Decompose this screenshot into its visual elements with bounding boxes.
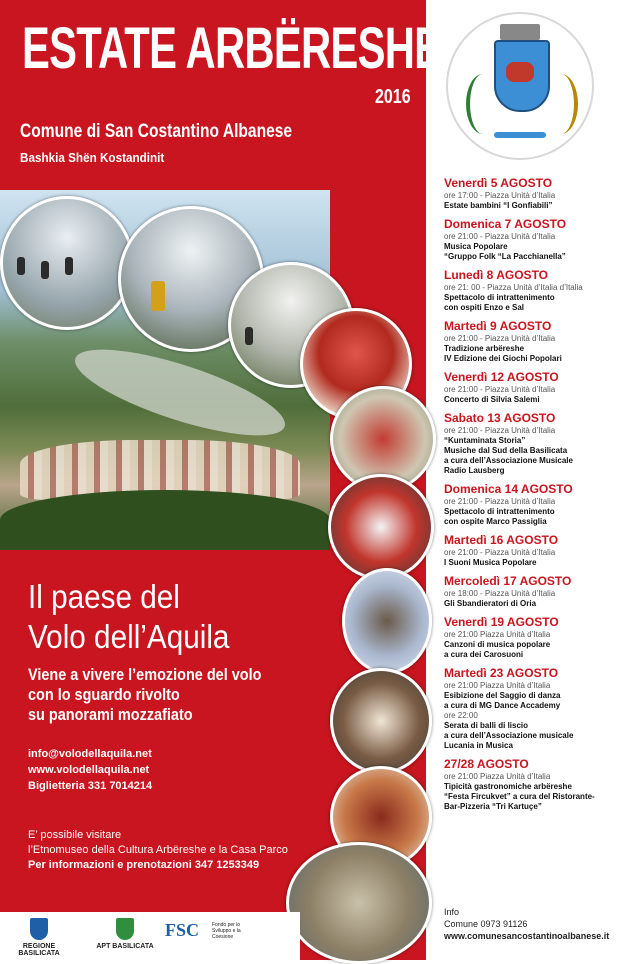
photo-bubble-group xyxy=(328,474,434,580)
event-time: ore 21:00 Piazza Unità d’Italia xyxy=(444,681,551,690)
event-description: Canzoni di musica popolare xyxy=(444,640,551,649)
event-time: ore 21:00 - Piazza Unità d’Italia xyxy=(444,334,556,343)
event-item xyxy=(444,319,634,364)
apt-shield-icon xyxy=(116,918,134,940)
event-item xyxy=(444,574,634,609)
event-date: Mercoledì 17 AGOSTO xyxy=(444,574,572,588)
events-list xyxy=(444,176,634,818)
contact-block xyxy=(28,746,152,794)
comune-subtitle: Comune di San Costantino Albanese xyxy=(20,121,293,142)
event-description: Musiche dal Sud della Basilicata xyxy=(444,446,568,455)
event-description: Bar-Pizzeria “Tri Kartuçe” xyxy=(444,802,542,811)
person-figure xyxy=(41,261,49,279)
info-block: Info Comune 0973 91126 www.comunesancostantinoalbanese.it xyxy=(444,906,639,942)
event-description: I Suoni Musica Popolare xyxy=(444,558,537,567)
event-description: Musica Popolare xyxy=(444,242,508,251)
event-time: ore 21:00 - Piazza Unità d’Italia xyxy=(444,548,556,557)
event-description: IV Edizione dei Giochi Popolari xyxy=(444,354,562,363)
event-item xyxy=(444,615,634,660)
event-item xyxy=(444,411,634,476)
apt-logo: APT BASILICATA xyxy=(96,918,154,950)
event-time: ore 21:00 - Piazza Unità d’Italia xyxy=(444,497,556,506)
event-time: ore 21: 00 - Piazza Unità d’Italia d’Italia xyxy=(444,283,583,292)
visit-block: E’ possibile visitare l’Etnomuseo della Cultura Arbëreshe e la Casa Parco Per informazioni e prenotazioni 347 1253349 xyxy=(28,829,288,871)
info-website-link[interactable]: www.comunesancostantinoalbanese.it xyxy=(444,931,610,941)
event-time: ore 21:00 Piazza Unità d’Italia xyxy=(444,630,551,639)
event-date: Martedì 23 AGOSTO xyxy=(444,666,559,680)
event-item xyxy=(444,482,634,527)
event-date: Sabato 13 AGOSTO xyxy=(444,411,556,425)
event-date: Martedì 16 AGOSTO xyxy=(444,533,559,547)
event-date: Lunedì 8 AGOSTO xyxy=(444,268,549,282)
regione-shield-icon xyxy=(30,918,48,940)
event-time: ore 21:00 - Piazza Unità d’Italia xyxy=(444,426,556,435)
photo-bubble-mask xyxy=(342,568,432,674)
sponsor-logos xyxy=(0,912,300,960)
crown-tower-icon xyxy=(500,24,540,40)
event-description: Esibizione del Saggio di danza xyxy=(444,691,561,700)
person-figure xyxy=(65,257,73,275)
event-description: “Festa Fircukvet” a cura del Ristorante- xyxy=(444,792,595,801)
regione-logo: REGIONE BASILICATA xyxy=(10,918,68,957)
event-description: Tradizione arbëreshe xyxy=(444,344,525,353)
ribbon-icon xyxy=(494,132,546,138)
event-description: Gli Sbandieratori di Oria xyxy=(444,599,537,608)
slogan-line-2: Volo dell’Aquila xyxy=(28,618,230,655)
event-description: con ospiti Enzo e Sal xyxy=(444,303,525,312)
event-time: ore 21:00 - Piazza Unità d’Italia xyxy=(444,385,556,394)
year-label: 2016 xyxy=(375,86,411,108)
person-figure xyxy=(245,327,253,345)
event-description: ore 22:00 xyxy=(444,711,478,720)
event-description: Spettacolo di intrattenimento xyxy=(444,507,555,516)
photo-bubble-flight-1 xyxy=(0,196,134,330)
event-description: con ospite Marco Passiglia xyxy=(444,517,547,526)
event-description: Radio Lausberg xyxy=(444,466,505,475)
photo-bubble-craft xyxy=(330,668,432,774)
event-description: a cura dell’Associazione Musicale xyxy=(444,456,573,465)
email-link[interactable]: info@volodellaquila.net xyxy=(28,748,152,760)
info-phone: Comune 0973 91126 xyxy=(444,919,528,929)
fsc-logo: FSC xyxy=(164,920,199,940)
event-description: a cura dei Carosuoni xyxy=(444,650,524,659)
event-description: Serata di balli di liscio xyxy=(444,721,529,730)
fsc-subtitle: Fondo per lo Sviluppo e la Coesione xyxy=(212,922,241,940)
event-description: Estate bambini “I Gonfiabili” xyxy=(444,201,553,210)
bashkia-subtitle: Bashkia Shën Kostandinit xyxy=(20,150,165,165)
event-date: Domenica 14 AGOSTO xyxy=(444,482,573,496)
event-date: 27/28 AGOSTO xyxy=(444,757,529,771)
event-description: Concerto di Silvia Salemi xyxy=(444,395,540,404)
trees-shape xyxy=(0,490,330,550)
event-item xyxy=(444,666,634,751)
event-item xyxy=(444,268,634,313)
event-date: Venerdì 12 AGOSTO xyxy=(444,370,559,384)
event-date: Martedì 9 AGOSTO xyxy=(444,319,552,333)
event-description: Tipicità gastronomiche arbëreshe xyxy=(444,782,572,791)
event-item xyxy=(444,217,634,262)
event-description: Spettacolo di intrattenimento xyxy=(444,293,555,302)
horseman-icon xyxy=(506,62,534,82)
event-date: Venerdì 5 AGOSTO xyxy=(444,176,553,190)
photo-bubble-fresco xyxy=(286,842,432,964)
event-description: a cura dell’Associazione musicale xyxy=(444,731,574,740)
event-item xyxy=(444,176,634,211)
person-figure xyxy=(17,257,25,275)
event-time: ore 21:00 - Piazza Unità d’Italia xyxy=(444,232,556,241)
event-time: ore 21:00 Piazza Unità d’Italia xyxy=(444,772,551,781)
event-date: Venerdì 19 AGOSTO xyxy=(444,615,559,629)
website-link[interactable]: www.volodellaquila.net xyxy=(28,764,150,776)
event-description: “Gruppo Folk “La Pacchianella” xyxy=(444,252,566,261)
event-description: “Kuntaminata Storia” xyxy=(444,436,526,445)
page-title: ESTATE ARBËRESHE xyxy=(22,16,442,81)
event-item xyxy=(444,757,634,812)
tickets-phone: Biglietteria 331 7014214 xyxy=(28,780,153,792)
event-item xyxy=(444,533,634,568)
event-description: a cura di MG Dance Accademy xyxy=(444,701,561,710)
event-item xyxy=(444,370,634,405)
event-time: ore 18:00 - Piazza Unità d’Italia xyxy=(444,589,556,598)
event-time: ore 17:00 - Piazza Unità d’Italia xyxy=(444,191,556,200)
slogan-description: Viene a vivere l’emozione del volo con lo sguardo rivolto su panorami mozzafiato xyxy=(28,665,262,724)
municipal-crest xyxy=(446,12,594,160)
person-figure xyxy=(151,281,165,311)
event-date: Domenica 7 AGOSTO xyxy=(444,217,567,231)
slogan-line-1: Il paese del xyxy=(28,578,180,615)
event-description: Lucania in Musica xyxy=(444,741,513,750)
